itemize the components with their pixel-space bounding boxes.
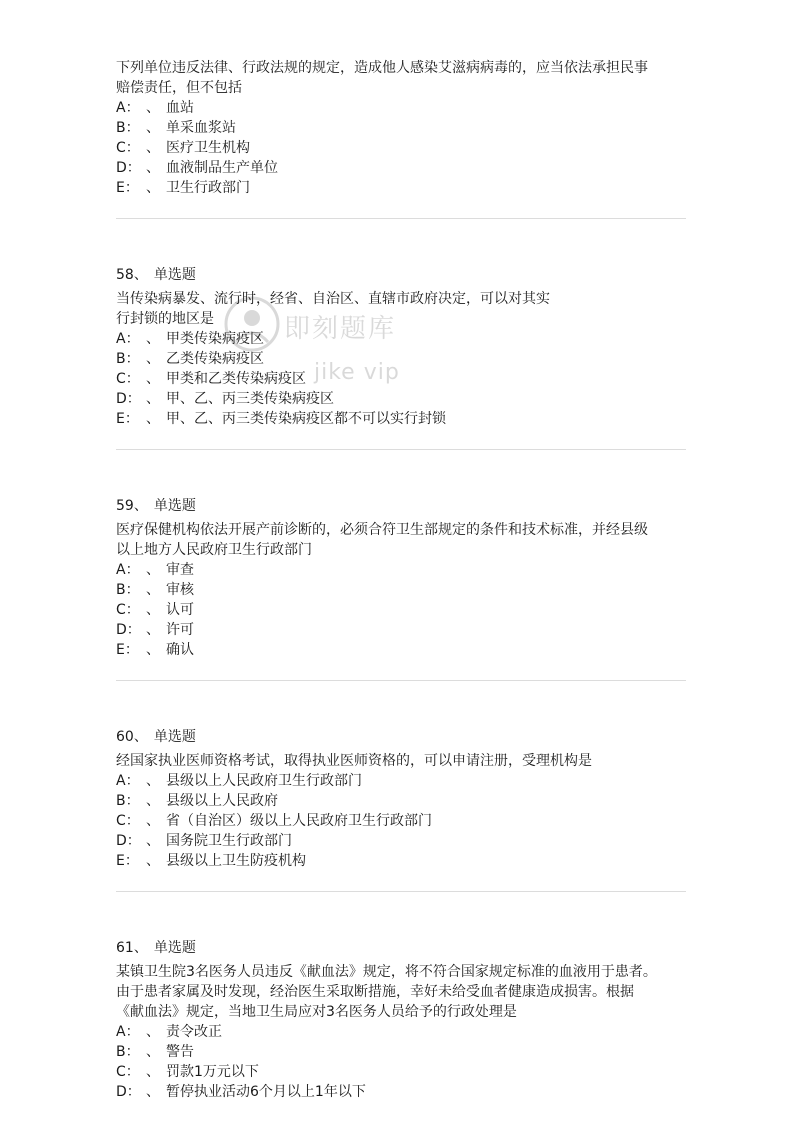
watermark-brand: 即刻题库 — [284, 314, 397, 344]
option-e: E： 、 甲、乙、丙三类传染病疫区都不可以实行封锁 — [116, 411, 446, 427]
option-a: A： 、 责令改正 — [116, 1024, 222, 1040]
option-d: D： 、 血液制品生产单位 — [116, 160, 278, 176]
watermark-site: jike vip — [314, 360, 400, 385]
question-document — [116, 58, 686, 1102]
option-d: D： 、 甲、乙、丙三类传染病疫区 — [116, 391, 334, 407]
question-59 — [116, 496, 686, 660]
option-c: C： 、 认可 — [116, 602, 194, 618]
question-58 — [116, 265, 686, 429]
option-b: B： 、 乙类传染病疫区 — [116, 351, 264, 367]
question-stem: 某镇卫生院3名医务人员违反《献血法》规定，将不符合国家规定标准的血液用于患者。 由于患者家属及时发现，经治医生采取断措施，幸好未给受血者健康造成损害。根据 《献血法》规定，当地卫生局应对3名医务人员给予的行政处理是 — [116, 964, 657, 1020]
option-e: E： 、 卫生行政部门 — [116, 180, 250, 196]
divider — [116, 218, 686, 219]
divider — [116, 680, 686, 681]
option-e: E： 、 县级以上卫生防疫机构 — [116, 853, 306, 869]
option-c: C： 、 医疗卫生机构 — [116, 140, 250, 156]
option-b: B： 、 单采血浆站 — [116, 120, 236, 136]
divider — [116, 891, 686, 892]
option-c: C： 、 罚款1万元以下 — [116, 1064, 259, 1080]
option-c: C： 、 省（自治区）级以上人民政府卫生行政部门 — [116, 813, 432, 829]
option-d: D： 、 许可 — [116, 622, 194, 638]
option-b: B： 、 警告 — [116, 1044, 194, 1060]
question-header: 59、 单选题 — [116, 498, 196, 514]
option-e: E： 、 确认 — [116, 642, 194, 658]
option-b: B： 、 审核 — [116, 582, 194, 598]
question-stem: 当传染病暴发、流行时，经省、自治区、直辖市政府决定，可以对其实 行封锁的地区是 — [116, 291, 550, 327]
question-60 — [116, 727, 686, 871]
question-stem: 下列单位违反法律、行政法规的规定，造成他人感染艾滋病病毒的，应当依法承担民事 赔偿责任，但不包括 — [116, 60, 648, 96]
question-header: 58、 单选题 — [116, 267, 196, 283]
option-b: B： 、 县级以上人民政府 — [116, 793, 278, 809]
divider — [116, 449, 686, 450]
question-57 — [116, 58, 686, 198]
question-header: 60、 单选题 — [116, 729, 196, 745]
option-a: A： 、 血站 — [116, 100, 194, 116]
option-d: D： 、 国务院卫生行政部门 — [116, 833, 292, 849]
question-61 — [116, 938, 686, 1102]
question-stem: 经国家执业医师资格考试，取得执业医师资格的，可以申请注册，受理机构是 — [116, 753, 592, 769]
option-c: C： 、 甲类和乙类传染病疫区 — [116, 371, 306, 387]
option-d: D： 、 暂停执业活动6个月以上1年以下 — [116, 1084, 366, 1100]
question-header: 61、 单选题 — [116, 940, 196, 956]
option-a: A： 、 县级以上人民政府卫生行政部门 — [116, 773, 362, 789]
option-a: A： 、 甲类传染病疫区 — [116, 331, 264, 347]
option-a: A： 、 审查 — [116, 562, 194, 578]
question-stem: 医疗保健机构依法开展产前诊断的，必须合符卫生部规定的条件和技术标准，并经县级 以上地方人民政府卫生行政部门 — [116, 522, 648, 558]
